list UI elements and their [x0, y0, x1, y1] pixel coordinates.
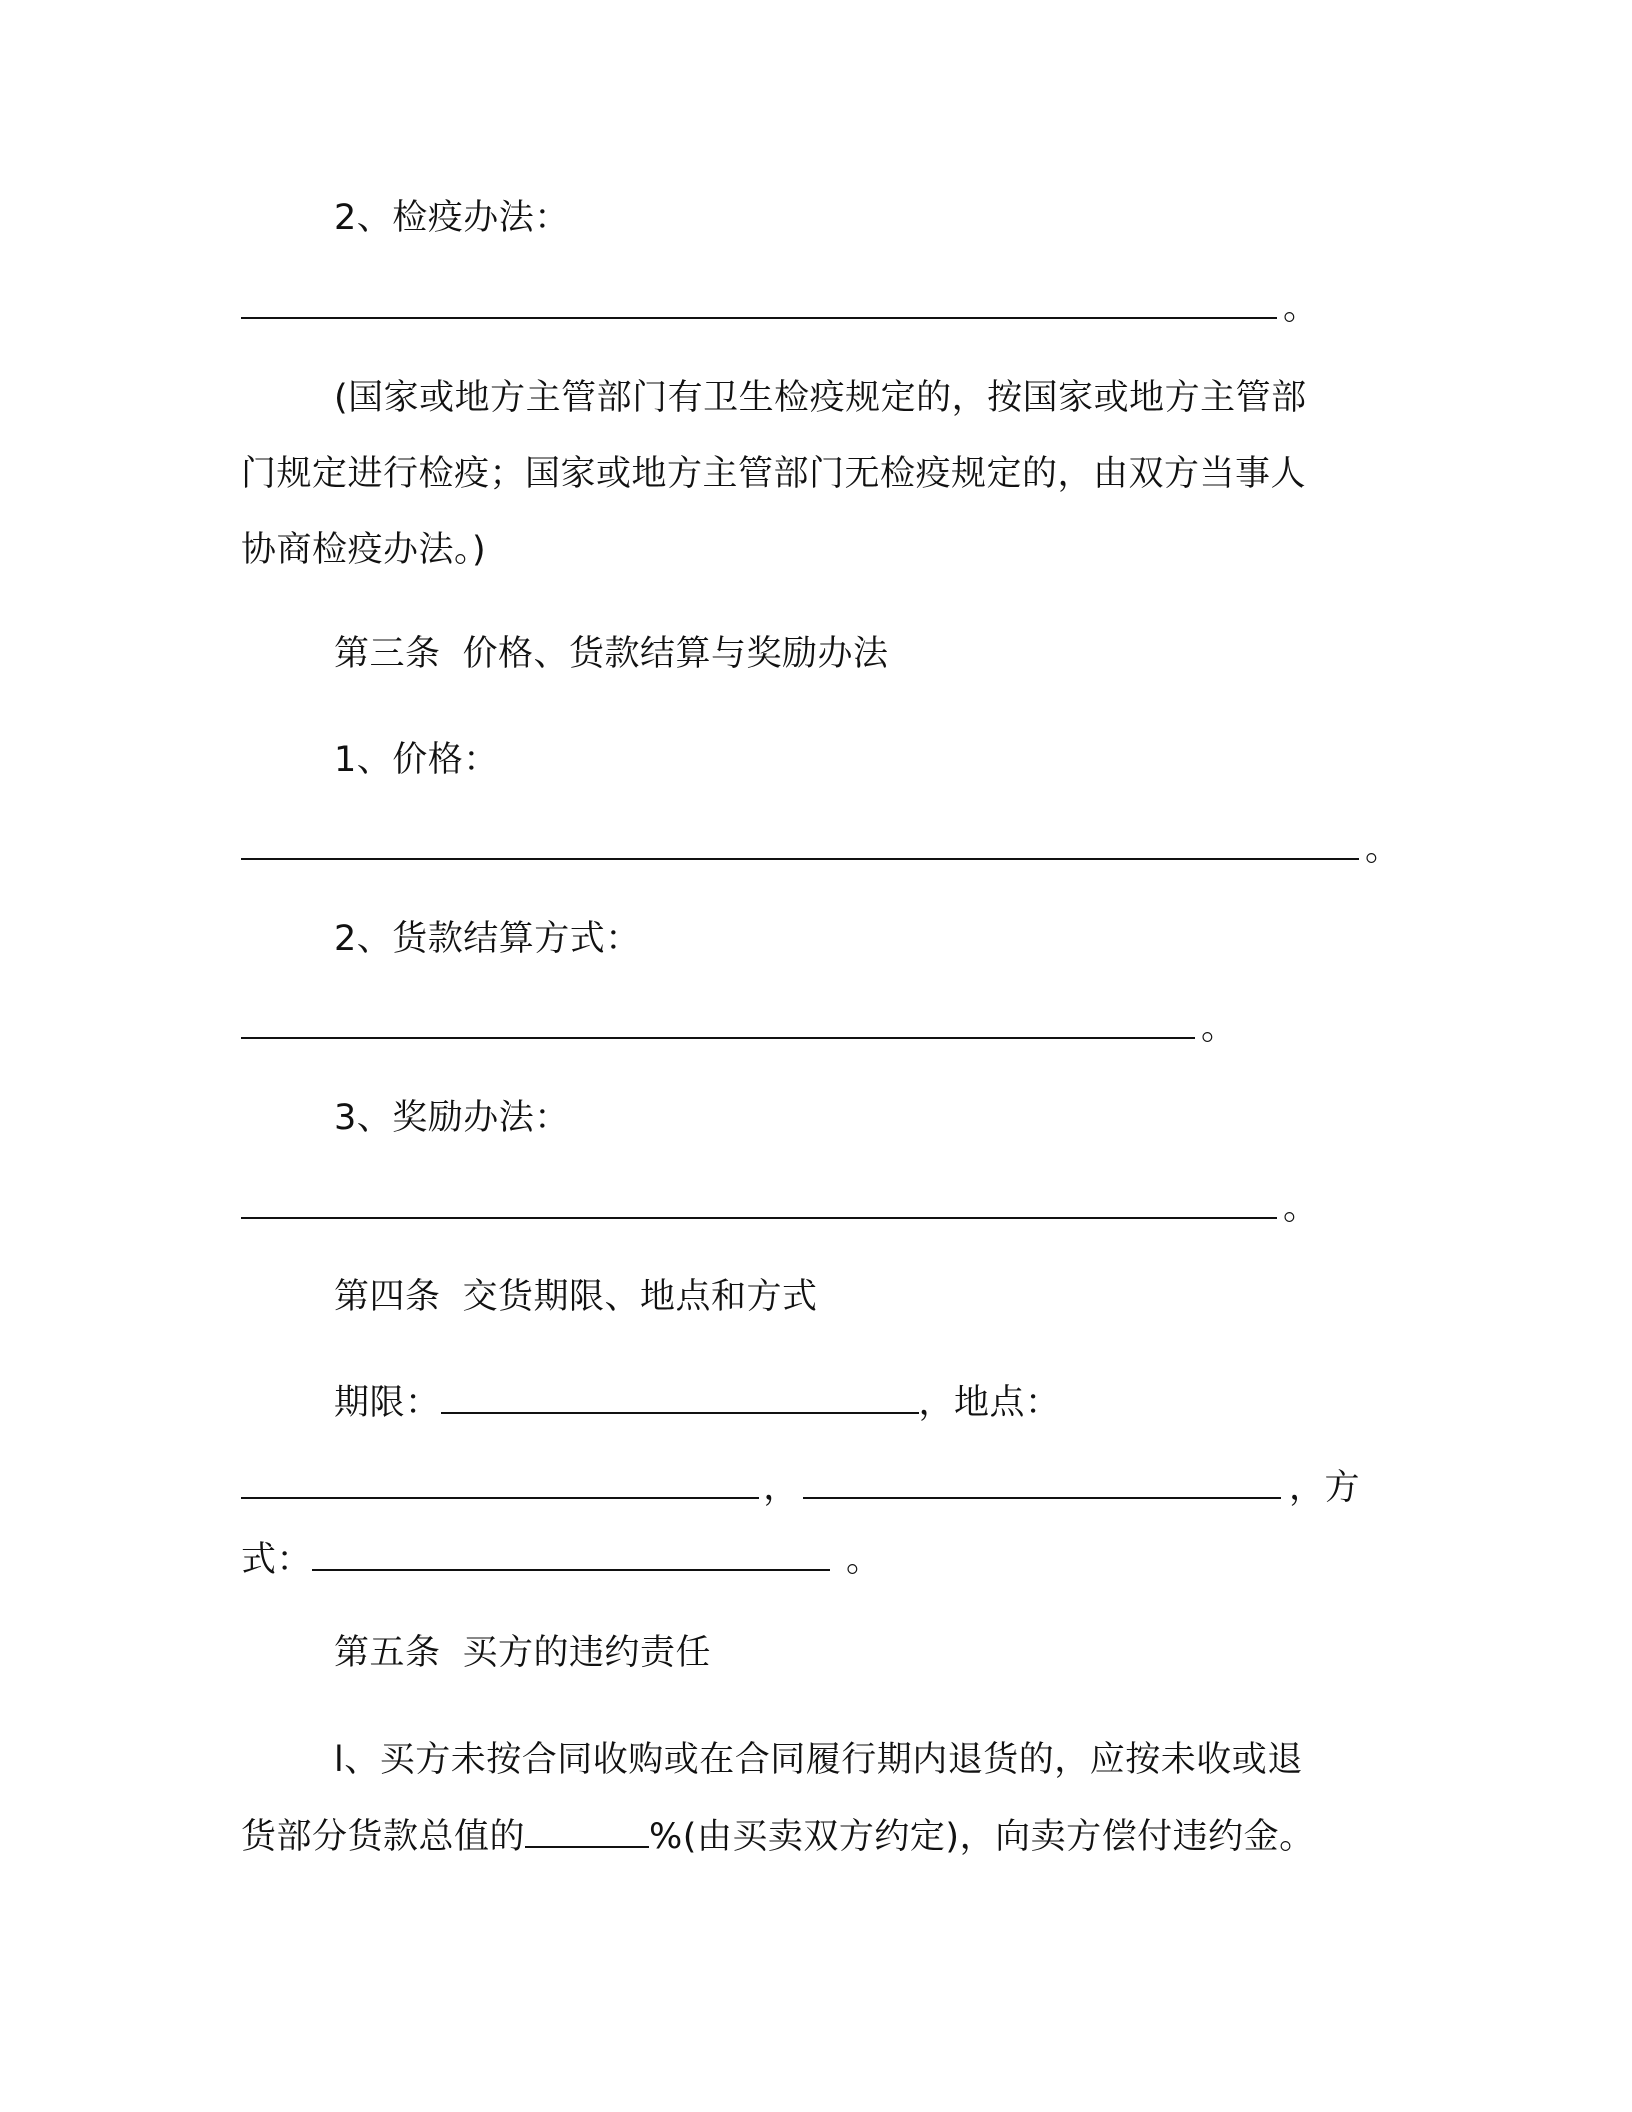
quarantine-note-line2 [241, 452, 1306, 496]
quarantine-note-text-3: 协商检疫办法。) [241, 530, 487, 570]
delivery-place-blank-2[interactable] [803, 1467, 1281, 1499]
quarantine-note-line3 [241, 528, 486, 572]
article3-price-label [334, 738, 499, 782]
delivery-method-prefix: ，方 [1289, 1468, 1361, 1508]
article4-title: 交货期限、地点和方式 [462, 1277, 818, 1317]
article4-period-line [334, 1381, 1061, 1425]
article5-heading [334, 1631, 711, 1675]
article3-reward-blank-line [241, 1186, 1319, 1230]
article3-title: 价格、货款结算与奖励办法 [462, 634, 889, 674]
article3-price-blank-line [241, 827, 1401, 871]
article4-heading [334, 1275, 818, 1319]
quarantine-method-blank-line [241, 286, 1319, 330]
penalty-percent-blank[interactable] [525, 1816, 649, 1848]
article5-item1-line1 [334, 1738, 1303, 1782]
settlement-label-text: 2、货款结算方式： [334, 919, 641, 959]
reward-end: 。 [1283, 1188, 1319, 1228]
article3-settlement-blank-line [241, 1006, 1237, 1050]
reward-blank[interactable] [241, 1187, 1277, 1219]
price-label-text: 1、价格： [334, 740, 499, 780]
quarantine-method-label [334, 196, 570, 240]
article3-reward-label [334, 1096, 570, 1140]
reward-label-text: 3、奖励办法： [334, 1098, 570, 1138]
settlement-end: 。 [1201, 1008, 1237, 1048]
article4-method-line [241, 1538, 882, 1582]
quarantine-method-end: 。 [1283, 288, 1319, 328]
quarantine-method-blank[interactable] [241, 287, 1277, 319]
quarantine-note-text-2: 门规定进行检疫；国家或地方主管部门无检疫规定的，由双方当事人 [241, 454, 1307, 494]
delivery-place-blank-1[interactable] [241, 1467, 759, 1499]
settlement-blank[interactable] [241, 1007, 1195, 1039]
article4-place-line [241, 1466, 1360, 1510]
delivery-period-blank[interactable] [441, 1382, 919, 1414]
price-blank[interactable] [241, 828, 1359, 860]
delivery-method-label: 式： [241, 1540, 313, 1580]
article3-settlement-label [334, 917, 641, 961]
article5-number: 第五条 [334, 1633, 441, 1673]
quarantine-method-text: 2、检疫办法： [334, 198, 570, 238]
article5-item1-line2 [241, 1815, 1315, 1859]
buyer-liability-text-2a: 货部分货款总值的 [241, 1817, 526, 1857]
article3-heading [334, 632, 889, 676]
article4-number: 第四条 [334, 1277, 441, 1317]
delivery-method-end: 。 [846, 1540, 882, 1580]
price-end: 。 [1365, 829, 1401, 869]
buyer-liability-text-1: l、买方未按合同收购或在合同履行期内退货的，应按未收或退 [334, 1740, 1303, 1780]
delivery-period-label: 期限： [334, 1383, 441, 1423]
delivery-method-blank[interactable] [312, 1539, 830, 1571]
article3-number: 第三条 [334, 634, 441, 674]
delivery-place-label: ，地点： [918, 1383, 1061, 1423]
quarantine-note-text-1: (国家或地方主管部门有卫生检疫规定的，按国家或地方主管部 [334, 378, 1307, 418]
delivery-place-comma: ， [763, 1468, 799, 1508]
quarantine-note-line1 [334, 376, 1307, 420]
article5-title: 买方的违约责任 [462, 1633, 712, 1673]
buyer-liability-text-2b: %(由买卖双方约定)，向卖方偿付违约金。 [649, 1817, 1315, 1857]
